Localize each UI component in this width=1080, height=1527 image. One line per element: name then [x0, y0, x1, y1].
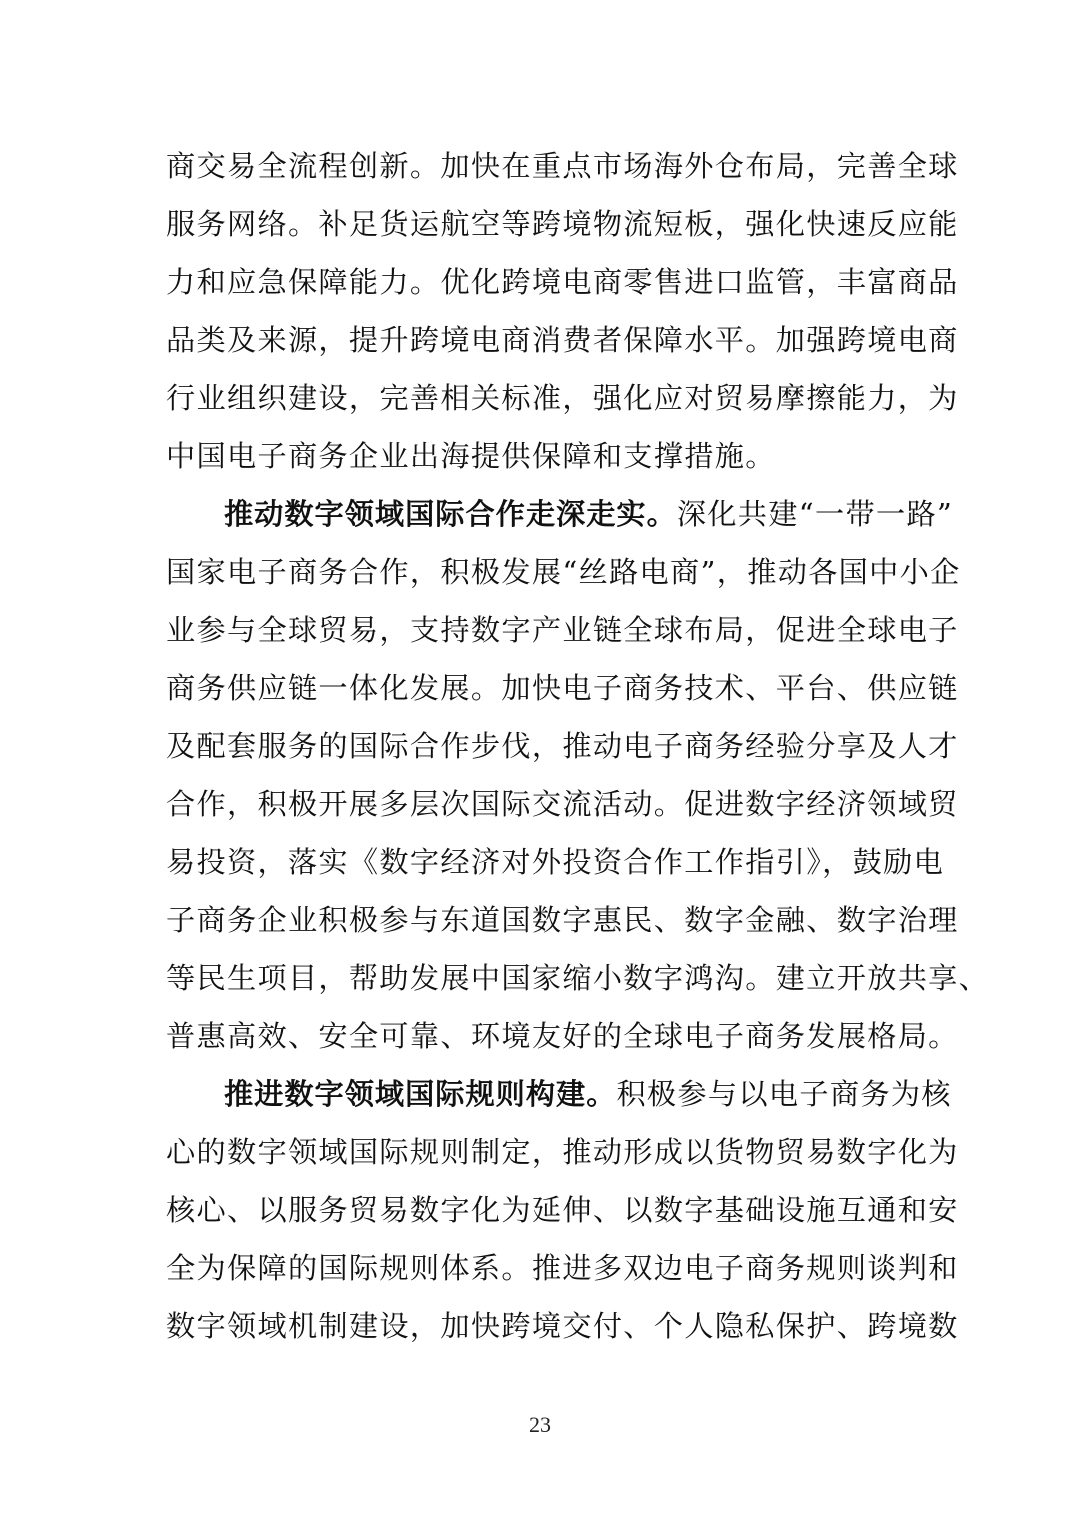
text-line: 全为保障的国际规则体系。推进多双边电子商务规则谈判和 — [166, 1251, 959, 1285]
text-line: 品类及来源，提升跨境电商消费者保障水平。加强跨境电商 — [166, 323, 959, 357]
text-line: 核心、以服务贸易数字化为延伸、以数字基础设施互通和安 — [166, 1193, 959, 1227]
text-line: 易投资，落实《数字经济对外投资合作工作指引》，鼓励电 — [166, 845, 945, 879]
paragraph-first-line-text: 积极参与以电子商务为核 — [616, 1077, 952, 1111]
text-line: 商务供应链一体化发展。加快电子商务技术、平台、供应链 — [166, 671, 959, 705]
paragraph-international-rules — [166, 1065, 959, 1355]
paragraph-cross-border-ecommerce — [166, 137, 959, 485]
text-line: 及配套服务的国际合作步伐，推动电子商务经验分享及人才 — [166, 729, 959, 763]
text-line: 数字领域机制建设，加快跨境交付、个人隐私保护、跨境数 — [166, 1309, 959, 1343]
text-line: 普惠高效、安全可靠、环境友好的全球电子商务发展格局。 — [166, 1019, 959, 1053]
text-line: 心的数字领域国际规则制定，推动形成以货物贸易数字化为 — [166, 1135, 959, 1169]
text-line: 子商务企业积极参与东道国数字惠民、数字金融、数字治理 — [166, 903, 959, 937]
text-line: 行业组织建设，完善相关标准，强化应对贸易摩擦能力，为 — [166, 381, 959, 415]
paragraph-heading: 推动数字领域国际合作走深走实。 — [224, 497, 677, 531]
paragraph-first-line — [166, 1065, 952, 1123]
text-line: 中国电子商务企业出海提供保障和支撑措施。 — [166, 439, 776, 473]
paragraph-heading: 推进数字领域国际规则构建。 — [224, 1077, 617, 1111]
page-number: 23 — [529, 1412, 551, 1437]
text-line: 商交易全流程创新。加快在重点市场海外仓布局，完善全球 — [166, 149, 959, 183]
text-line: 等民生项目，帮助发展中国家缩小数字鸿沟。建立开放共享、 — [166, 961, 990, 995]
text-line: 服务网络。补足货运航空等跨境物流短板，强化快速反应能 — [166, 207, 959, 241]
text-line: 业参与全球贸易，支持数字产业链全球布局，促进全球电子 — [166, 613, 959, 647]
paragraph-first-line — [166, 485, 954, 543]
paragraph-international-cooperation — [166, 485, 990, 1065]
text-line: 国家电子商务合作，积极发展“丝路电商”，推动各国中小企 — [166, 555, 961, 589]
text-line: 合作，积极开展多层次国际交流活动。促进数字经济领域贸 — [166, 787, 959, 821]
text-line: 力和应急保障能力。优化跨境电商零售进口监管，丰富商品 — [166, 265, 959, 299]
paragraph-first-line-text: 深化共建“一带一路” — [676, 497, 954, 531]
body-text — [166, 137, 990, 1355]
